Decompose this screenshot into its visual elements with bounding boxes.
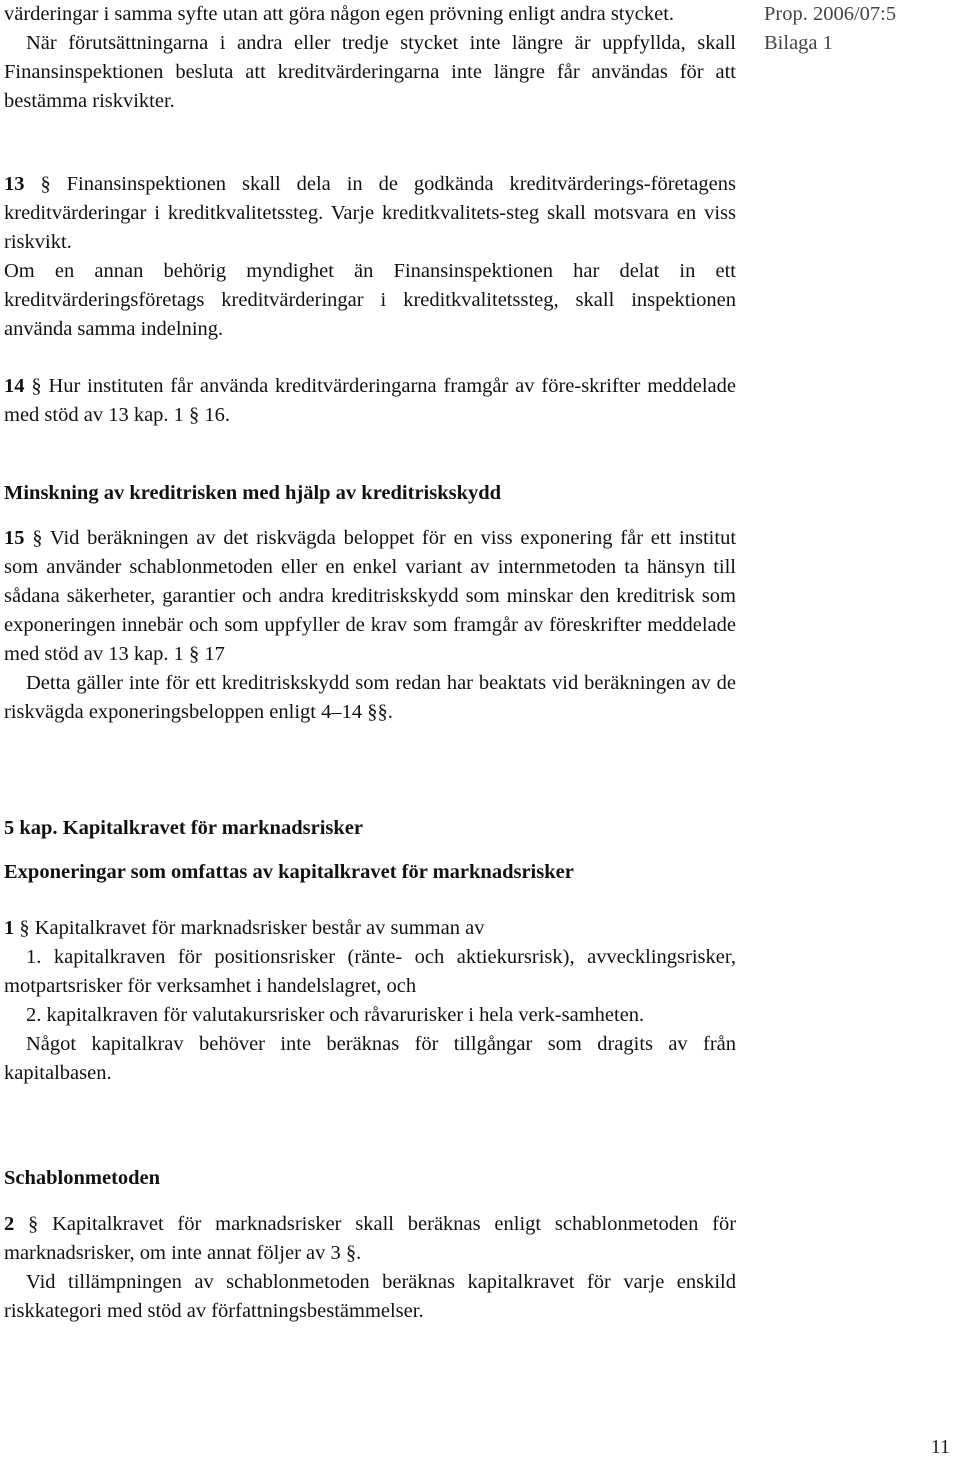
section-number: 1 xyxy=(4,917,15,939)
section-number: 13 xyxy=(4,173,25,195)
section-mark: § xyxy=(32,527,43,549)
heading-exposures: Exponeringar som omfattas av kapitalkravet för marknadsrisker xyxy=(4,861,574,883)
section-13 xyxy=(4,170,736,344)
intro-block xyxy=(4,0,736,116)
heading-standard-method: Schablonmetoden xyxy=(4,1167,161,1189)
section-2-paragraph-2: Vid tillämpningen av schablonmetoden beräknas kapitalkravet för varje enskild riskkategori med stöd av författningsbestämmelser. xyxy=(4,1271,736,1322)
section-1-lead: 1 § Kapitalkravet för marknadsrisker består av summan av xyxy=(4,917,485,939)
section-1-paragraph-2: Något kapitalkrav behöver inte beräknas för tillgångar som dragits av från kapitalbasen. xyxy=(4,1033,736,1084)
section-14-paragraph: 14 § Hur instituten får använda kreditvärderingarna framgår av före-skrifter meddelade med stöd av 13 kap. 1 § 16. xyxy=(4,375,737,426)
section-2-paragraph-1: 2 § Kapitalkravet för marknadsrisker skall beräknas enligt schablonmetoden för marknadsrisker, om inte annat följer av 3 §. xyxy=(4,1213,737,1264)
page-number: 11 xyxy=(930,1436,950,1458)
section-15 xyxy=(4,524,736,727)
section-mark: § xyxy=(28,1213,39,1235)
section-mark: § xyxy=(40,173,51,195)
section-number: 14 xyxy=(4,375,25,397)
section-number: 2 xyxy=(4,1213,15,1235)
chapter5-section-2 xyxy=(4,1210,736,1326)
section-number: 15 xyxy=(4,527,25,549)
appendix-label: Bilaga 1 xyxy=(764,32,833,54)
chapter-heading xyxy=(4,814,736,843)
section-14 xyxy=(4,372,736,430)
list-item-2: 2. kapitalkraven för valutakursrisker och råvarurisker i hela verk-samheten. xyxy=(26,1004,645,1026)
section-15-paragraph-2: Detta gäller inte för ett kreditriskskydd som redan har beaktats vid beräkningen av de riskvägda exponeringsbeloppen enligt 4–14 §§. xyxy=(4,672,736,723)
heading-credit-risk-mitigation: Minskning av kreditrisken med hjälp av kreditriskskydd xyxy=(4,482,502,504)
section-mark: § xyxy=(31,375,42,397)
chapter-title: Kapitalkravet för marknadsrisker xyxy=(62,817,363,839)
intro-line: värderingar i samma syfte utan att göra någon egen prövning enligt andra stycket. xyxy=(4,3,675,25)
section-15-paragraph-1: 15 § Vid beräkningen av det riskvägda beloppet för en viss exponering får ett institut som använder schablonmetoden eller en enkel variant av internmetoden ta hänsyn till sådana säkerheter, garantier och andra kreditriskskydd som minskar den kreditrisk som exponeringen innebär och som uppfyller de krav som framgår av föreskrifter meddelade med stöd av 13 kap. 1 § 17 xyxy=(4,527,737,665)
chapter-number: 5 kap. xyxy=(4,817,58,839)
chapter5-section-1 xyxy=(4,914,736,1088)
section-13-paragraph-2: Om en annan behörig myndighet än Finansinspektionen har delat in ett kreditvärderingsföretags kreditvärderingar i kreditkvalitetssteg, skall inspektionen använda samma indelning. xyxy=(4,260,736,340)
section-mark: § xyxy=(19,917,30,939)
sidebar-reference xyxy=(764,0,954,58)
intro-paragraph: När förutsättningarna i andra eller tredje stycket inte längre är uppfyllda, skall Finansinspektionen besluta att kreditvärderingarna inte längre får användas för att bestämma riskvikter. xyxy=(4,32,736,112)
list-item-1: 1. kapitalkraven för positionsrisker (ränte- och aktiekursrisk), avvecklingsrisker, motpartsrisker för verksamhet i handelslagret, och xyxy=(4,946,736,997)
section-13-paragraph-1: 13 § Finansinspektionen skall dela in de godkända kreditvärderings-företagens kreditvärderingar i kreditkvalitetssteg. Varje kreditkvalitets-steg skall motsvara en viss riskvikt. xyxy=(4,173,737,253)
proposition-ref: Prop. 2006/07:5 xyxy=(764,3,897,25)
